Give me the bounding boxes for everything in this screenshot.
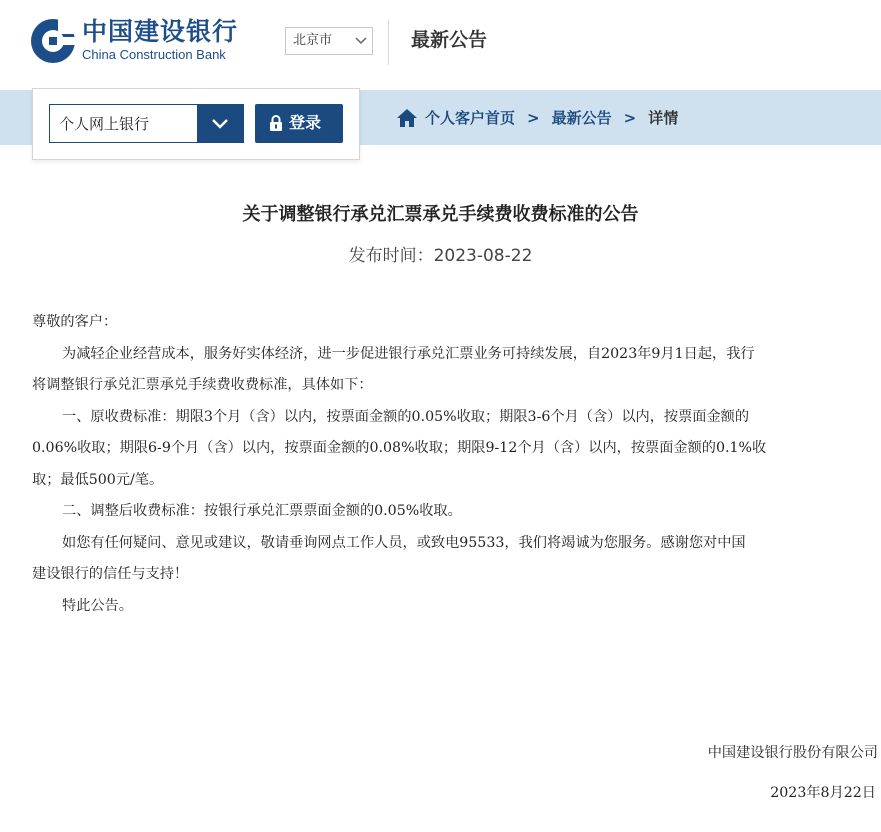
- breadcrumb-separator: >: [527, 109, 540, 127]
- chevron-down-icon: [211, 116, 229, 130]
- publish-date: 发布时间：2023-08-22: [348, 246, 533, 266]
- city-select[interactable]: [285, 27, 373, 55]
- header-divider: [388, 20, 389, 65]
- breadcrumb-section-link[interactable]: 最新公告: [551, 109, 612, 127]
- paragraph-line: 特此公告。: [62, 597, 133, 614]
- article-title: 关于调整银行承兑汇票承兑手续费收费标准的公告: [242, 204, 639, 225]
- paragraph-line: 建设银行的信任与支持！: [32, 566, 189, 582]
- login-button-label: 登录: [289, 113, 322, 132]
- breadcrumb: [396, 106, 678, 130]
- bank-type-select[interactable]: [49, 104, 244, 143]
- breadcrumb-separator: >: [623, 109, 637, 127]
- breadcrumb-current: 详情: [648, 109, 679, 127]
- paragraph-line: 将调整银行承兑汇票承兑手续费收费标准，具体如下：: [32, 377, 373, 393]
- brand-name-en: China Construction Bank: [82, 47, 226, 62]
- lock-icon: [269, 115, 283, 131]
- home-icon[interactable]: [396, 108, 418, 128]
- signature: 中国建设银行股份有限公司: [707, 745, 878, 761]
- page-title: 最新公告: [411, 29, 488, 51]
- paragraph-line: 一、原收费标准：期限3个月（含）以内，按票面金额的0.05%收取；期限3-6个月（含）以内，按票面金额的: [62, 408, 750, 425]
- brand-name-cn: 中国建设银行: [82, 17, 239, 46]
- signature-date: 2023年8月22日: [770, 785, 876, 801]
- site-header: [0, 0, 881, 90]
- city-select-value: 北京市: [293, 33, 333, 48]
- paragraph-line: 为减轻企业经营成本，服务好实体经济，进一步促进银行承兑汇票业务可持续发展，自2023年9月1日起，我行: [62, 345, 755, 362]
- login-button[interactable]: [255, 104, 343, 143]
- paragraph-line: 0.06%收取；期限6-9个月（含）以内，按票面金额的0.08%收取；期限9-12个月（含）以内，按票面金额的0.1%收: [32, 440, 767, 456]
- bank-type-value: 个人网上银行: [59, 115, 150, 133]
- breadcrumb-home-link[interactable]: 个人客户首页: [425, 109, 516, 127]
- greeting: 尊敬的客户：: [32, 314, 118, 330]
- bank-type-dropdown-button[interactable]: [197, 105, 243, 142]
- article-body: [32, 307, 872, 622]
- paragraph-line: 如您有任何疑问、意见或建议，敬请垂询网点工作人员，或致电95533，我们将竭诚为您服务。感谢您对中国: [62, 534, 746, 551]
- paragraph-line: 二、调整后收费标准：按银行承兑汇票票面金额的0.05%收取。: [62, 503, 462, 519]
- chevron-down-icon: [354, 34, 368, 48]
- ccb-logo-icon[interactable]: [30, 18, 76, 64]
- login-panel: [32, 88, 360, 160]
- paragraph-line: 取；最低500元/笔。: [32, 471, 164, 488]
